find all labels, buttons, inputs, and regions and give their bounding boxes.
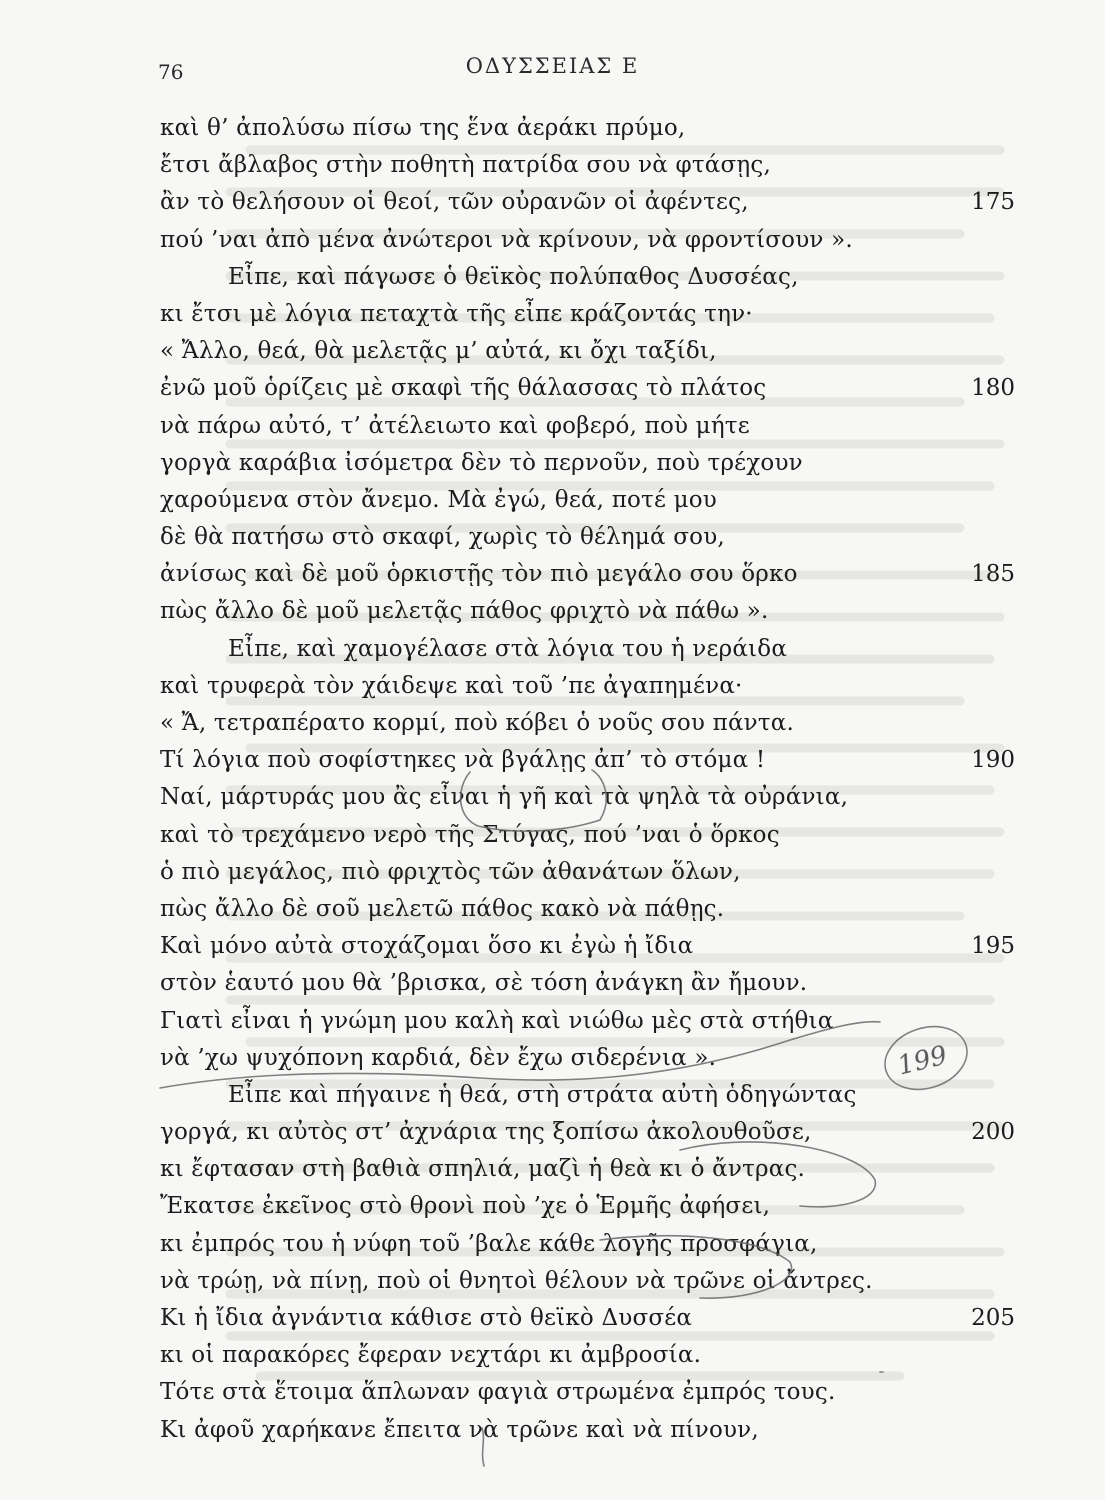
verse-line bbox=[0, 370, 1105, 407]
verse-line-text: καὶ τρυφερὰ τὸν χάιδεψε καὶ τοῦ ’πε ἀγαπημένα· bbox=[160, 672, 743, 699]
verse-line bbox=[0, 1374, 1105, 1411]
verse-line-text: ἀνίσως καὶ δὲ μοῦ ὁρκιστῇς τὸν πιὸ μεγάλο σου ὅρκο bbox=[160, 561, 798, 588]
verse-line-text: ἂν τὸ θελήσουν οἱ θεοί, τῶν οὐρανῶν οἱ ἀφέντες, bbox=[160, 189, 749, 216]
verse-line-text: Κι ἡ ἴδια ἀγνάντια κάθισε στὸ θεϊκὸ Δυσσέα bbox=[160, 1305, 693, 1331]
verse-line-text: ὁ πιὸ μεγάλος, πιὸ φριχτὸς τῶν ἀθανάτων ὅλων, bbox=[160, 858, 741, 885]
verse-line-text: πού ’ναι ἀπὸ μένα ἀνώτεροι νὰ κρίνουν, νὰ φροντίσουν ». bbox=[160, 226, 853, 253]
verse-line bbox=[0, 1188, 1105, 1225]
verse-line-text: Ναί, μάρτυράς μου ἂς εἶναι ἡ γῆ καὶ τὰ ψηλὰ τὰ οὐράνια, bbox=[160, 784, 849, 811]
verse-line-text: γοργὰ καράβια ἰσόμετρα δὲν τὸ περνοῦν, ποὺ τρέχουν bbox=[160, 449, 803, 476]
verse-line bbox=[0, 1077, 1105, 1114]
verse-line-text: καὶ θ’ ἀπολύσω πίσω της ἕνα ἀεράκι πρύμο, bbox=[160, 115, 686, 141]
verse-line-text: νὰ ’χω ψυχόπονη καρδιά, δὲν ἔχω σιδερένια ». bbox=[160, 1044, 717, 1071]
verse-line-text: δὲ θὰ πατήσω στὸ σκαφί, χωρὶς τὸ θέλημά σου, bbox=[160, 524, 725, 551]
verse-line-text: Εἶπε καὶ πήγαινε ἡ θεά, στὴ στράτα αὐτὴ ὁδηγώντας bbox=[228, 1081, 857, 1108]
verse-line-text: Γιατὶ εἶναι ἡ γνώμη μου καλὴ καὶ νιώθω μὲς στὰ στήθια bbox=[160, 1007, 834, 1034]
verse-line bbox=[0, 1114, 1105, 1151]
line-number: 180 bbox=[971, 375, 1015, 402]
verse-line-text: κι ἐμπρός του ἡ νύφη τοῦ ’βαλε κάθε λογῆς προσφάγια, bbox=[160, 1230, 818, 1257]
verse-line bbox=[0, 222, 1105, 259]
verse-line bbox=[0, 817, 1105, 854]
verse-line-text: Ἔκατσε ἐκεῖνος στὸ θρονὶ ποὺ ’χε ὁ Ἑρμῆς ἀφήσει, bbox=[160, 1193, 771, 1220]
line-number: 200 bbox=[971, 1119, 1015, 1146]
verse-line bbox=[0, 445, 1105, 482]
verse-line bbox=[0, 965, 1105, 1002]
verse-line bbox=[0, 147, 1105, 184]
verse-line bbox=[0, 1300, 1105, 1337]
line-number: 190 bbox=[971, 747, 1015, 774]
verse-line-text: Τί λόγια ποὺ σοφίστηκες νὰ βγάλῃς ἀπ’ τὸ στόμα ! bbox=[160, 747, 766, 774]
verse-line-text: χαρούμενα στὸν ἄνεμο. Μὰ ἐγώ, θεά, ποτέ μου bbox=[160, 486, 717, 513]
verse-line-text: Εἶπε, καὶ χαμογέλασε στὰ λόγια του ἡ νεράιδα bbox=[228, 635, 788, 662]
verse-line-text: Καὶ μόνο αὐτὰ στοχάζομαι ὅσο κι ἐγὼ ἡ ἴδια bbox=[160, 933, 694, 960]
verse-line-text: Εἶπε, καὶ πάγωσε ὁ θεϊκὸς πολύπαθος Δυσσέας, bbox=[228, 263, 799, 290]
handwritten-number: 199 bbox=[894, 1040, 951, 1082]
verse-line bbox=[0, 259, 1105, 296]
verse-line bbox=[0, 1003, 1105, 1040]
verse-line-text: ἐνῶ μοῦ ὁρίζεις μὲ σκαφὶ τῆς θάλασσας τὸ πλάτος bbox=[160, 375, 767, 402]
verse-line bbox=[0, 891, 1105, 928]
verse-line bbox=[0, 482, 1105, 519]
verse-line bbox=[0, 519, 1105, 556]
verse-line bbox=[0, 333, 1105, 370]
verse-line-text: πὼς ἄλλο δὲ μοῦ μελετᾷς πάθος φριχτὸ νὰ πάθω ». bbox=[160, 598, 769, 625]
verse-line bbox=[0, 110, 1105, 147]
verse-line bbox=[0, 1412, 1105, 1449]
verse-line bbox=[0, 1337, 1105, 1374]
verse-line bbox=[0, 668, 1105, 705]
page-number: 76 bbox=[158, 60, 184, 84]
verse-line bbox=[0, 779, 1105, 816]
verse-line bbox=[0, 1263, 1105, 1300]
verse-line-text: νὰ πάρω αὐτό, τ’ ἀτέλειωτο καὶ φοβερό, ποὺ μήτε bbox=[160, 412, 750, 439]
verse-line bbox=[0, 1226, 1105, 1263]
verse-line bbox=[0, 705, 1105, 742]
verse-line-text: κι ἔτσι μὲ λόγια πεταχτὰ τῆς εἶπε κράζοντάς την· bbox=[160, 300, 753, 327]
verse-line-text: γοργά, κι αὐτὸς στ’ ἀχνάρια της ξοπίσω ἀκολουθοῦσε, bbox=[160, 1119, 812, 1146]
verse-line bbox=[0, 1151, 1105, 1188]
verse-line bbox=[0, 1040, 1105, 1077]
verse-line-text: κι οἱ παρακόρες ἔφεραν νεχτάρι κι ἀμβροσία. bbox=[160, 1342, 702, 1369]
line-number: 175 bbox=[971, 189, 1015, 216]
verse-line bbox=[0, 928, 1105, 965]
verse-line-text: νὰ τρώῃ, νὰ πίνῃ, ποὺ οἱ θνητοὶ θέλουν νὰ τρῶνε οἱ ἄντρες. bbox=[160, 1267, 873, 1294]
line-number: 195 bbox=[971, 933, 1015, 960]
verse-line bbox=[0, 184, 1105, 221]
verse-line-text: καὶ τὸ τρεχάμενο νερὸ τῆς Στύγας, πού ’ναι ὁ ὅρκος bbox=[160, 821, 780, 848]
verse-line bbox=[0, 296, 1105, 333]
verse-line-text: πὼς ἄλλο δὲ σοῦ μελετῶ πάθος κακὸ νὰ πάθῃς. bbox=[160, 895, 725, 922]
verse-line bbox=[0, 408, 1105, 445]
verse-line bbox=[0, 742, 1105, 779]
verse-line-text: Κι ἀφοῦ χαρήκανε ἔπειτα νὰ τρῶνε καὶ νὰ πίνουν, bbox=[160, 1416, 759, 1443]
verse-line-text: ἔτσι ἄβλαβος στὴν ποθητὴ πατρίδα σου νὰ φτάσῃς, bbox=[160, 152, 771, 179]
verse-line bbox=[0, 631, 1105, 668]
verse-body bbox=[0, 110, 1105, 1449]
verse-line-text: Τότε στὰ ἕτοιμα ἅπλωναν φαγιὰ στρωμένα ἐμπρός τους. bbox=[160, 1379, 836, 1406]
verse-line bbox=[0, 556, 1105, 593]
verse-line-text: « Ἄ, τετραπέρατο κορμί, ποὺ κόβει ὁ νοῦς σου πάντα. bbox=[160, 710, 795, 736]
verse-line-text: « Ἄλλο, θεά, θὰ μελετᾷς μ’ αὐτά, κι ὄχι ταξίδι, bbox=[160, 338, 717, 365]
verse-line-text: στὸν ἑαυτό μου θὰ ’βρισκα, σὲ τόση ἀνάγκη ἂν ἤμουν. bbox=[160, 970, 808, 997]
verse-line bbox=[0, 854, 1105, 891]
verse-line-text: κι ἔφτασαν στὴ βαθιὰ σπηλιά, μαζὶ ἡ θεὰ κι ὁ ἄντρας. bbox=[160, 1156, 806, 1183]
page-header bbox=[0, 52, 1105, 92]
line-number: 185 bbox=[971, 561, 1015, 588]
running-title: ΟΔΥΣΣΕΙΑΣ Ε bbox=[465, 54, 640, 78]
verse-line bbox=[0, 593, 1105, 630]
line-number: 205 bbox=[971, 1305, 1015, 1331]
